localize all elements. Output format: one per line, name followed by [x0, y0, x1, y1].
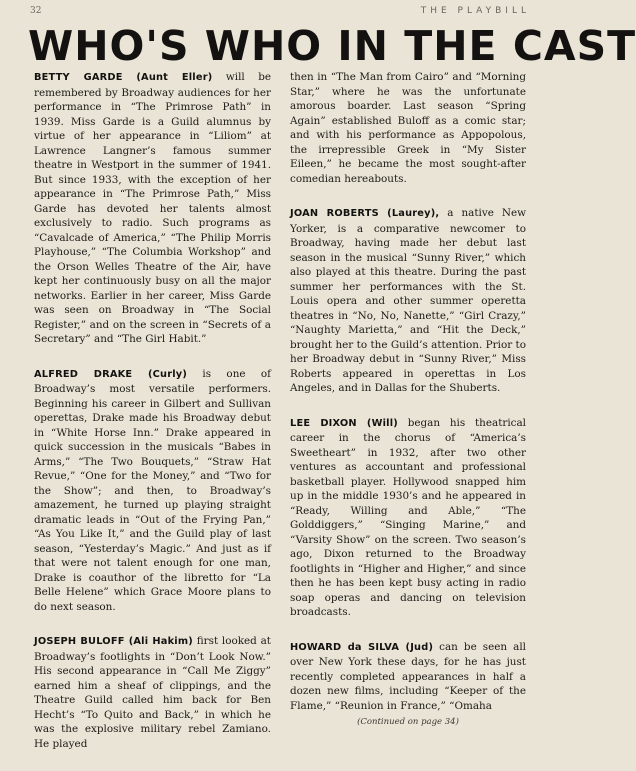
bio-paragraph: [290, 416, 526, 620]
bio-continuation: [290, 70, 526, 186]
bio-paragraph: [290, 640, 526, 714]
bio-entry: [34, 634, 271, 751]
page-number: 32: [30, 6, 42, 16]
bio-name: LEE DIXON (Will): [290, 417, 398, 429]
bio-paragraph: [34, 70, 271, 347]
bio-text: then in “The Man from Cairo” and “Morning Star,” where he was the unfortunate amorous boarder. Last season “Spring Again” established Buloff as a comic star; and with his performance as Appopolous, the irrepressible Greek in “My Sister Eileen,” he became the most sought-after comedian hereabouts.: [290, 71, 526, 185]
bio-name: BETTY GARDE (Aunt Eller): [34, 72, 213, 83]
publication-name: THE PLAYBILL: [420, 6, 530, 16]
bio-name: ALFRED DRAKE (Curly): [34, 368, 188, 380]
bio-paragraph: [34, 634, 271, 751]
bio-entry: [34, 70, 271, 347]
bio-entry: [290, 640, 526, 714]
left-column: [34, 70, 271, 771]
bio-text: can be seen all over New York these days, for he has just recently completed appearances in half a dozen new films, including “Keeper of the Flame,” “Reunion in France,” “Omaha: [290, 640, 526, 712]
bio-paragraph: [290, 70, 526, 186]
running-header: [28, 6, 530, 20]
bio-name: HOWARD da SILVA (Jud): [290, 641, 434, 653]
bio-entry: [290, 416, 526, 620]
bio-text: began his theatrical career in the chorus of “America’s Sweetheart” in 1932, after two other ventures as accountant and professional basketball player. Hollywood snapped him up in the middle 1930’s and he appeared in “Ready, Willing and Able,” “The Golddiggers,” “Singing Marine,” and “Varsity Show” on the screen. Two season’s ago, Dixon returned to the Broadway footlights in “Higher and Higher,” and since then he has been kept busy acting in radio soap operas and dancing on television broadcasts.: [290, 416, 526, 618]
bio-entry: [290, 206, 526, 396]
bio-text: is one of Broadway’s most versatile performers. Beginning his career in Gilbert and Sullivan operettas, Drake made his Broadway debut in “White Horse Inn.” Drake appeared in quick succession in the musicals “Babes in Arms,” “The Two Bouquets,” “Straw Hat Revue,” “One for the Money,” and “Two for the Show”; and then, to Broadway’s amazement, he turned up playing straight dramatic leads in “Out of the Frying Pan,” “As You Like It,” and the Guild play of last season, “Yesterday’s Magic.” And just as if that were not talent enough for one man, Drake is coauthor of the libretto for “La Belle Helene” which Grace Moore plans to do next season.: [34, 367, 271, 613]
right-column: [290, 70, 526, 730]
bio-text: first looked at Broadway’s footlights in “Don’t Look Now.” His second appearance in “Call Me Ziggy” earned him a sheaf of clippings, and the Theatre Guild called him back for Ben Hecht’s “To Quito and Back,” in which he was the explosive military rebel Zamiano. He played: [34, 635, 271, 750]
bio-paragraph: [34, 367, 271, 615]
bio-entry: [34, 367, 271, 615]
bio-name: JOAN ROBERTS (Laurey),: [290, 208, 440, 219]
bio-name: JOSEPH BULOFF (Ali Hakim): [34, 636, 193, 647]
bio-paragraph: [290, 206, 526, 396]
bio-text: a native New Yorker, is a comparative newcomer to Broadway, having made her debut last season in the musical “Sunny River,” which also played at this theatre. During the past summer her performances with the St. Louis opera and other summer operetta theatres in “No, No, Nanette,” “Girl Crazy,” “Naughty Marietta,” and “Hit the Deck,” brought her to the Guild’s attention. Prior to her Broadway debut in “Sunny River,” Miss Roberts appeared in operettas in Los Angeles, and in Dallas for the Shuberts.: [290, 207, 526, 394]
bio-text: will be remembered by Broadway audiences for her performance in “The Primrose Path” in 1939. Miss Garde is a Guild alumnus by virtue of her appearance in “Liliom” at Lawrence Langner’s famous summer theatre in Westport in the summer of 1941. But since 1933, with the exception of her appearance in “The Primrose Path,” Miss Garde has devoted her talents almost exclusively to radio. Such programs as “Cavalcade of America,” “The Philip Morris Playhouse,” “The Columbia Workshop” and the Orson Welles Theatre of the Air, have kept her continuously busy on all the major networks. Earlier in her career, Miss Garde was seen on Broadway in “The Social Register,” and on the screen in “Secrets of a Secretary” and “The Girl Habit.”: [34, 71, 272, 345]
page-title: WHO'S WHO IN THE CAST: [28, 22, 636, 70]
continued-note: (Continued on page 34): [357, 717, 459, 727]
